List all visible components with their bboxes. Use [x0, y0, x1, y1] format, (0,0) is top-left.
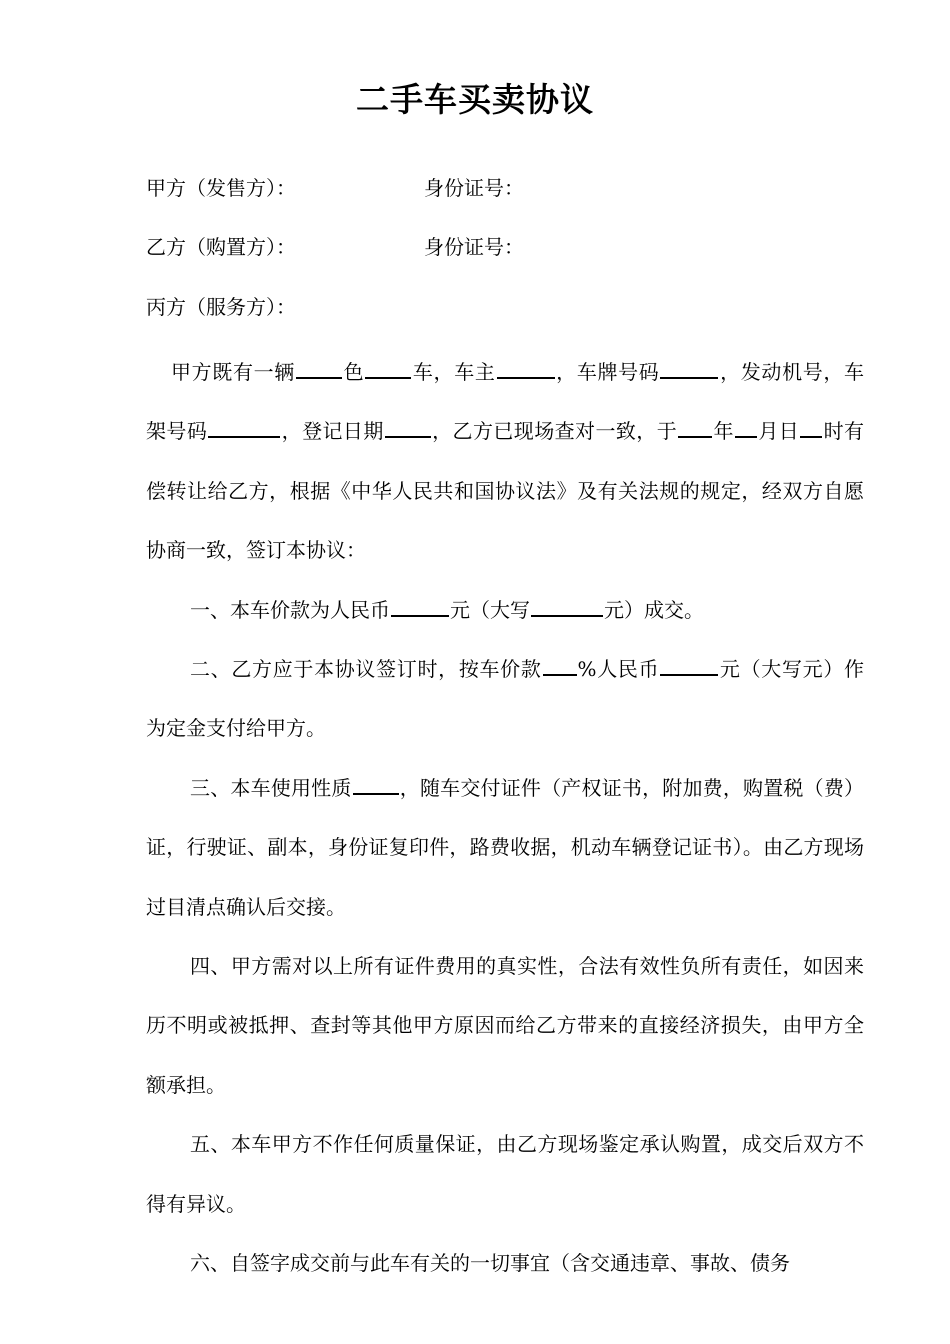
party-b-label: 乙方（购置方）： [146, 235, 296, 259]
intro-paragraph: 甲方既有一辆 色 车，车主 ，车牌号码 ，发动机号，车架号码 ，登记日期 ，乙方已现场查对一致，于 年 月日 时有偿转让给乙方，根据《中华人民共和国协议法》及有关法规的规定，经双方自愿协商一致，签订本协议： [146, 343, 864, 581]
deposit-amount-blank [660, 654, 718, 676]
party-a-line [146, 174, 524, 202]
document-body [146, 343, 864, 1294]
price-uppercase-blank [531, 595, 603, 617]
color-blank [296, 357, 342, 379]
clause-2: 二、乙方应于本协议签订时，按车价款 %人民币 元（大写元）作为定金支付给甲方。 [146, 640, 864, 759]
clause-1: 一、本车价款为人民币 元（大写 元）成交。 [146, 581, 864, 640]
hour-blank [800, 416, 822, 438]
document-title: 二手车买卖协议 [356, 80, 594, 119]
month-blank [735, 416, 757, 438]
usage-type-blank [353, 773, 399, 795]
party-c-label: 丙方（服务方）： [146, 295, 296, 319]
clause-5: 五、本车甲方不作任何质量保证，由乙方现场鉴定承认购置，成交后双方不得有异议。 [146, 1132, 864, 1216]
party-c-line [146, 293, 296, 321]
registration-date-blank [385, 416, 431, 438]
owner-blank [497, 357, 555, 379]
clause-4: 四、甲方需对以上所有证件费用的真实性，合法有效性负所有责任，如因来历不明或被抵押、查封等其他甲方原因而给乙方带来的直接经济损失，由甲方全额承担。 [146, 954, 864, 1097]
clause-3: 三、本车使用性质 ，随车交付证件（产权证书，附加费，购置税（费）证，行驶证、副本，身份证复印件，路费收据，机动车辆登记证书）。由乙方现场过目清点确认后交接。 [146, 759, 864, 937]
frame-number-blank [208, 416, 280, 438]
party-a-label: 甲方（发售方）： [146, 176, 296, 200]
party-b-line [146, 233, 524, 261]
clause-6: 六、自签字成交前与此车有关的一切事宜（含交通违章、事故、债务 [190, 1251, 790, 1276]
party-b-id-label: 身份证号： [424, 235, 524, 259]
party-a-id-label: 身份证号： [424, 176, 524, 200]
vehicle-type-blank [365, 357, 411, 379]
deposit-percent-blank [543, 654, 577, 676]
year-blank [678, 416, 712, 438]
price-blank [391, 595, 449, 617]
plate-number-blank [660, 357, 718, 379]
